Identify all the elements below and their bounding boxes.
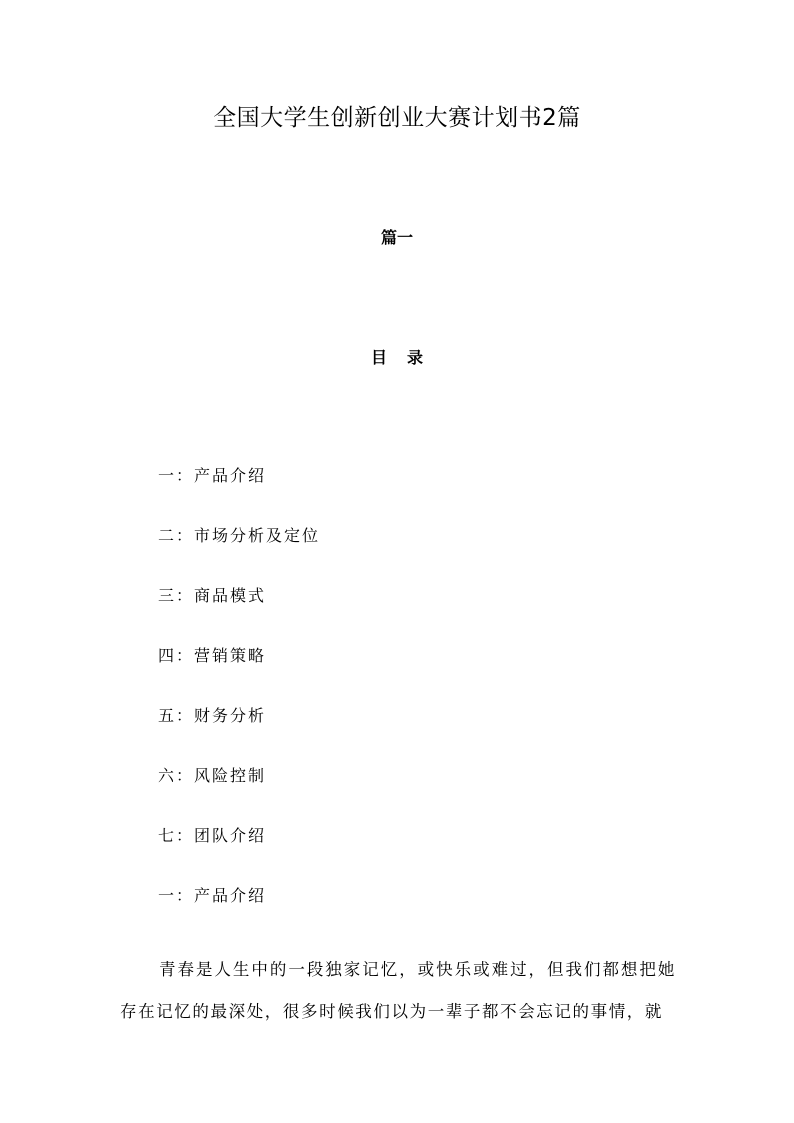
toc-item-marketing-strategy: 四：营销策略 [158, 646, 267, 665]
toc-item-business-model: 三：商品模式 [158, 586, 267, 605]
table-of-contents [158, 466, 320, 946]
toc-item-financial-analysis: 五：财务分析 [158, 706, 267, 725]
toc-item-market-analysis: 二：市场分析及定位 [158, 526, 321, 545]
section-heading: 篇一 [380, 228, 413, 247]
toc-item-product-intro: 一：产品介绍 [158, 466, 267, 485]
document-title: 全国大学生创新创业大赛计划书2篇 [213, 105, 581, 131]
section-heading-product-intro: 一：产品介绍 [158, 886, 267, 905]
toc-heading: 目录 [370, 348, 443, 367]
toc-item-risk-control: 六：风险控制 [158, 766, 267, 785]
toc-item-team-intro: 七：团队介绍 [158, 826, 267, 845]
body-paragraph: 青春是人生中的一段独家记忆，或快乐或难过，但我们都想把她存在记忆的最深处，很多时候我们以为一辈子都不会忘记的事情，就 [120, 960, 676, 1021]
